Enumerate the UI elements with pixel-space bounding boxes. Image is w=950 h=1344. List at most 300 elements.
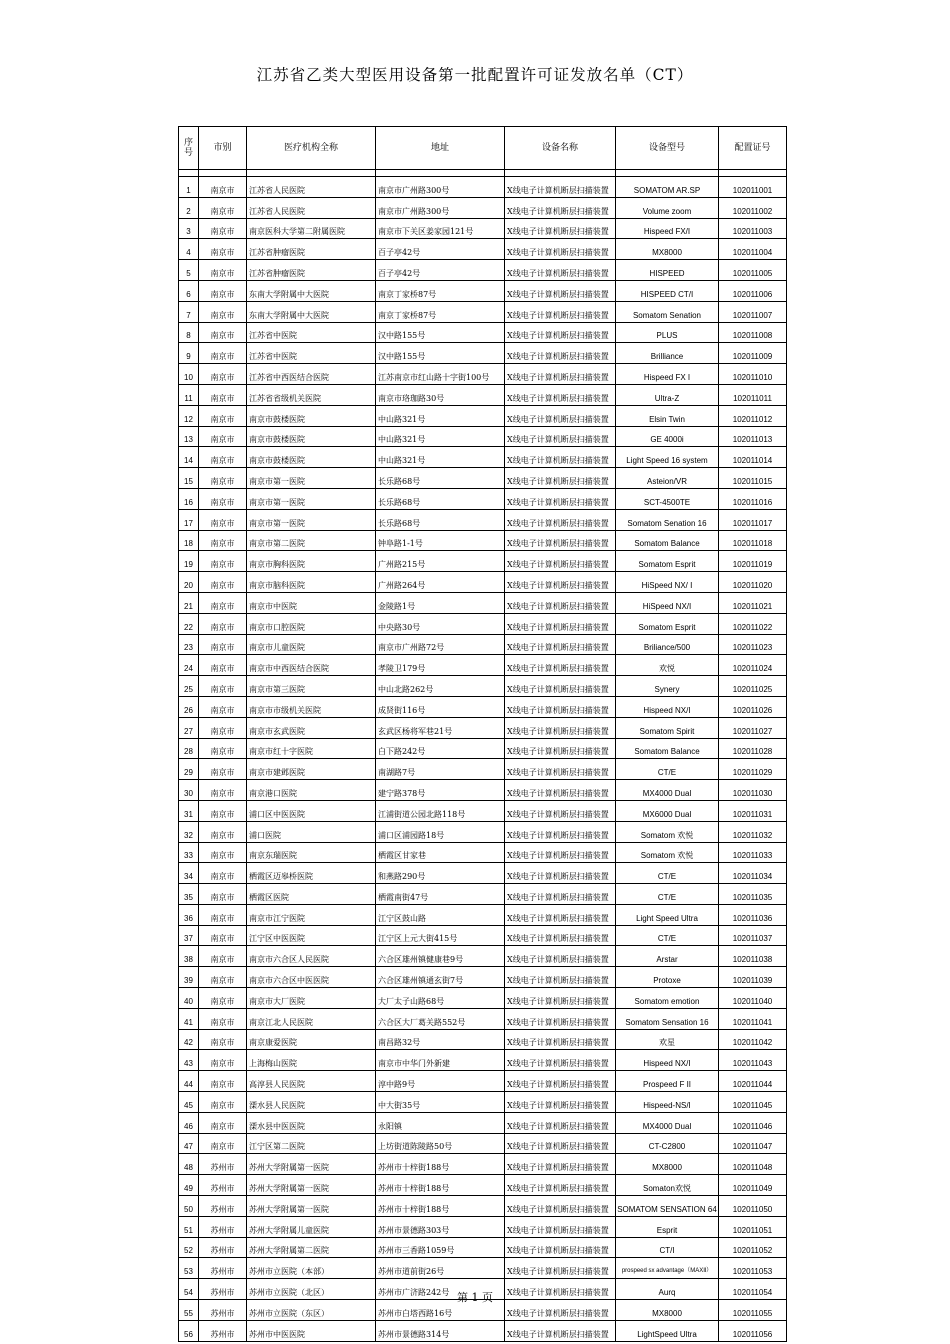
cell-org: 江苏省人民医院 [247, 197, 376, 218]
cell-org: 南京港口医院 [247, 780, 376, 801]
cell-address: 中山路321号 [376, 426, 505, 447]
cell-device: X线电子计算机断层扫描装置 [505, 1258, 616, 1279]
cell-cert: 102011044 [719, 1071, 787, 1092]
cell-device: X线电子计算机断层扫描装置 [505, 1320, 616, 1341]
cell-no: 44 [179, 1071, 199, 1092]
cell-device: X线电子计算机断层扫描装置 [505, 426, 616, 447]
cell-cert: 102011045 [719, 1092, 787, 1113]
cell-device: X线电子计算机断层扫描装置 [505, 863, 616, 884]
cell-city: 南京市 [199, 800, 247, 821]
cell-address: 广州路215号 [376, 551, 505, 572]
cell-city: 南京市 [199, 1050, 247, 1071]
cell-device: X线电子计算机断层扫描装置 [505, 364, 616, 385]
cell-cert: 102011021 [719, 592, 787, 613]
cell-device: X线电子计算机断层扫描装置 [505, 904, 616, 925]
cell-cert: 102011050 [719, 1196, 787, 1217]
cell-device: X线电子计算机断层扫描装置 [505, 988, 616, 1009]
cell-org: 苏州市立医院（本部） [247, 1258, 376, 1279]
cell-device: X线电子计算机断层扫描装置 [505, 613, 616, 634]
cell-device: X线电子计算机断层扫描装置 [505, 655, 616, 676]
cell-org: 苏州大学附属儿童医院 [247, 1216, 376, 1237]
table-row [179, 1112, 787, 1133]
cell-address: 六合区雄州镇健康巷9号 [376, 946, 505, 967]
cell-no: 42 [179, 1029, 199, 1050]
cell-org: 南京市中医院 [247, 592, 376, 613]
cell-address: 成贤街116号 [376, 696, 505, 717]
cell-device: X线电子计算机断层扫描装置 [505, 967, 616, 988]
cell-model: Aurq [616, 1279, 719, 1300]
cell-org: 南京市六合区中医医院 [247, 967, 376, 988]
cell-cert: 102011042 [719, 1029, 787, 1050]
table-row [179, 842, 787, 863]
cell-cert: 102011024 [719, 655, 787, 676]
cell-org: 苏州大学附属第一医院 [247, 1154, 376, 1175]
table-row [179, 655, 787, 676]
cell-model: Protoxe [616, 967, 719, 988]
cell-model: Hispeed-NS/I [616, 1092, 719, 1113]
cell-org: 苏州大学附属第一医院 [247, 1196, 376, 1217]
page-title: 江苏省乙类大型医用设备第一批配置许可证发放名单（CT） [256, 66, 694, 84]
cell-model: SOMATOM AR.SP [616, 177, 719, 198]
cell-org: 南京医科大学第二附属医院 [247, 218, 376, 239]
cell-org: 溧水县人民医院 [247, 1092, 376, 1113]
cell-address: 汉中路155号 [376, 343, 505, 364]
cell-cert: 102011048 [719, 1154, 787, 1175]
cell-no: 27 [179, 717, 199, 738]
cell-no: 17 [179, 509, 199, 530]
cell-no: 1 [179, 177, 199, 198]
cell-cert: 102011010 [719, 364, 787, 385]
cell-address: 钟阜路1-1号 [376, 530, 505, 551]
cell-cert: 102011033 [719, 842, 787, 863]
cell-city: 南京市 [199, 322, 247, 343]
cell-city: 南京市 [199, 821, 247, 842]
cell-device: X线电子计算机断层扫描装置 [505, 1029, 616, 1050]
cell-city: 南京市 [199, 239, 247, 260]
cell-city: 南京市 [199, 177, 247, 198]
table-row [179, 509, 787, 530]
cell-no: 16 [179, 488, 199, 509]
cell-cert: 102011046 [719, 1112, 787, 1133]
cell-no: 52 [179, 1237, 199, 1258]
cell-model: Somatom emotion [616, 988, 719, 1009]
cell-org: 江苏省肿瘤医院 [247, 239, 376, 260]
cell-org: 南京市市级机关医院 [247, 696, 376, 717]
cell-org: 江苏省人民医院 [247, 177, 376, 198]
cell-city: 南京市 [199, 509, 247, 530]
cell-cert: 102011023 [719, 634, 787, 655]
cell-org: 南京市红十字医院 [247, 738, 376, 759]
header-no [179, 127, 199, 170]
cell-address: 苏州市十梓街188号 [376, 1154, 505, 1175]
cell-city: 南京市 [199, 780, 247, 801]
cell-device: X线电子计算机断层扫描装置 [505, 1092, 616, 1113]
table-row [179, 530, 787, 551]
cell-device: X线电子计算机断层扫描装置 [505, 280, 616, 301]
cell-address: 苏州市道前街26号 [376, 1258, 505, 1279]
cell-address: 江浦街道公园北路118号 [376, 800, 505, 821]
table-row [179, 1092, 787, 1113]
cell-no: 19 [179, 551, 199, 572]
cell-city: 南京市 [199, 260, 247, 281]
cell-org: 高淳县人民医院 [247, 1071, 376, 1092]
table-row [179, 863, 787, 884]
cell-device: X线电子计算机断层扫描装置 [505, 946, 616, 967]
cell-model: Somatom Senation 16 [616, 509, 719, 530]
cell-city: 南京市 [199, 218, 247, 239]
cell-no: 51 [179, 1216, 199, 1237]
cell-no: 34 [179, 863, 199, 884]
cell-cert: 102011038 [719, 946, 787, 967]
cell-org: 苏州大学附属第一医院 [247, 1175, 376, 1196]
cell-org: 苏州市中医医院 [247, 1320, 376, 1341]
cell-model: PLUS [616, 322, 719, 343]
cell-device: X线电子计算机断层扫描装置 [505, 1071, 616, 1092]
cell-org: 苏州市立医院（北区） [247, 1279, 376, 1300]
table-header-row [179, 127, 787, 170]
cell-org: 南京市第一医院 [247, 468, 376, 489]
cell-model: CT/E [616, 759, 719, 780]
cell-org: 南京市六合区人民医院 [247, 946, 376, 967]
cell-device: X线电子计算机断层扫描装置 [505, 447, 616, 468]
header-cert: 配置证号 [719, 127, 787, 170]
cell-model: Somatom 欢悦 [616, 821, 719, 842]
cell-city: 南京市 [199, 967, 247, 988]
cell-city: 南京市 [199, 1112, 247, 1133]
cell-address: 中央路30号 [376, 613, 505, 634]
cell-org: 栖霞区迈皋桥医院 [247, 863, 376, 884]
cell-city: 南京市 [199, 1133, 247, 1154]
table-row [179, 1050, 787, 1071]
table-row [179, 301, 787, 322]
cell-device: X线电子计算机断层扫描装置 [505, 1112, 616, 1133]
cell-cert: 102011037 [719, 925, 787, 946]
cell-city: 南京市 [199, 696, 247, 717]
cell-model: 欢悦 [616, 655, 719, 676]
table-row [179, 1175, 787, 1196]
header-model: 设备型号 [616, 127, 719, 170]
cell-cert: 102011018 [719, 530, 787, 551]
table-row [179, 592, 787, 613]
table-row [179, 364, 787, 385]
table-row [179, 738, 787, 759]
cell-model: HISPEED [616, 260, 719, 281]
cell-model: Esprit [616, 1216, 719, 1237]
cell-model: MX8000 [616, 1300, 719, 1321]
cell-model: Brilliance [616, 343, 719, 364]
cell-city: 南京市 [199, 468, 247, 489]
header-no-label: 序号 [183, 137, 193, 158]
table-row [179, 1029, 787, 1050]
cell-cert: 102011052 [719, 1237, 787, 1258]
cell-org: 江宁区第二医院 [247, 1133, 376, 1154]
table-row [179, 800, 787, 821]
cell-address: 中大街35号 [376, 1092, 505, 1113]
cell-org: 浦口区中医医院 [247, 800, 376, 821]
table-row [179, 447, 787, 468]
cell-org: 南京市建邺医院 [247, 759, 376, 780]
cell-no: 40 [179, 988, 199, 1009]
cell-model: HISPEED CT/I [616, 280, 719, 301]
cell-cert: 102011036 [719, 904, 787, 925]
cell-model: GE 4000i [616, 426, 719, 447]
table-row [179, 343, 787, 364]
table-row [179, 676, 787, 697]
cell-cert: 102011007 [719, 301, 787, 322]
cell-device: X线电子计算机断层扫描装置 [505, 177, 616, 198]
table-row [179, 696, 787, 717]
cell-device: X线电子计算机断层扫描装置 [505, 572, 616, 593]
cell-city: 苏州市 [199, 1154, 247, 1175]
cell-cert: 102011047 [719, 1133, 787, 1154]
cell-address: 百子亭42号 [376, 260, 505, 281]
cell-no: 7 [179, 301, 199, 322]
cell-model: LightSpeed Ultra [616, 1320, 719, 1341]
cell-address: 大厂太子山路68号 [376, 988, 505, 1009]
table-row [179, 1320, 787, 1341]
cell-cert: 102011043 [719, 1050, 787, 1071]
cell-no: 15 [179, 468, 199, 489]
cell-cert: 102011006 [719, 280, 787, 301]
cell-no: 10 [179, 364, 199, 385]
cell-model: CT-C2800 [616, 1133, 719, 1154]
cell-city: 南京市 [199, 738, 247, 759]
table-row [179, 1216, 787, 1237]
cell-cert: 102011040 [719, 988, 787, 1009]
cell-org: 栖霞区医院 [247, 884, 376, 905]
cell-address: 中山北路262号 [376, 676, 505, 697]
table-row [179, 260, 787, 281]
cell-org: 南京市儿童医院 [247, 634, 376, 655]
cell-cert: 102011012 [719, 405, 787, 426]
cell-city: 南京市 [199, 863, 247, 884]
cell-address: 苏州市广济路242号 [376, 1279, 505, 1300]
cell-org: 苏州市立医院（东区） [247, 1300, 376, 1321]
cell-no: 29 [179, 759, 199, 780]
cell-no: 20 [179, 572, 199, 593]
cell-device: X线电子计算机断层扫描装置 [505, 842, 616, 863]
cell-org: 江苏省肿瘤医院 [247, 260, 376, 281]
cell-device: X线电子计算机断层扫描装置 [505, 780, 616, 801]
table-row [179, 218, 787, 239]
cell-model: Elsin Twin [616, 405, 719, 426]
cell-org: 上海梅山医院 [247, 1050, 376, 1071]
cell-address: 苏州市十梓街188号 [376, 1196, 505, 1217]
cell-no: 45 [179, 1092, 199, 1113]
cell-device: X线电子计算机断层扫描装置 [505, 551, 616, 572]
cell-address: 中山路321号 [376, 405, 505, 426]
cell-address: 建宁路378号 [376, 780, 505, 801]
cell-cert: 102011019 [719, 551, 787, 572]
header-address: 地址 [376, 127, 505, 170]
table-row [179, 634, 787, 655]
cell-org: 南京市大厂医院 [247, 988, 376, 1009]
cell-no: 30 [179, 780, 199, 801]
cell-city: 南京市 [199, 676, 247, 697]
cell-no: 12 [179, 405, 199, 426]
cell-model: Ultra-Z [616, 384, 719, 405]
cell-city: 苏州市 [199, 1175, 247, 1196]
cell-address: 南京市广州路300号 [376, 197, 505, 218]
cell-org: 苏州大学附属第二医院 [247, 1237, 376, 1258]
cell-model: CT/E [616, 884, 719, 905]
cell-model: Somatom Balance [616, 738, 719, 759]
cell-city: 苏州市 [199, 1279, 247, 1300]
cell-address: 栖霞南街47号 [376, 884, 505, 905]
cell-device: X线电子计算机断层扫描装置 [505, 1196, 616, 1217]
cell-model: Somatom Senation [616, 301, 719, 322]
cell-cert: 102011011 [719, 384, 787, 405]
cell-device: X线电子计算机断层扫描装置 [505, 884, 616, 905]
cell-address: 汉中路155号 [376, 322, 505, 343]
cell-cert: 102011028 [719, 738, 787, 759]
table-row [179, 988, 787, 1009]
cell-org: 南京市江宁医院 [247, 904, 376, 925]
table-row [179, 384, 787, 405]
cell-city: 南京市 [199, 551, 247, 572]
cell-cert: 102011008 [719, 322, 787, 343]
cell-cert: 102011017 [719, 509, 787, 530]
table-row [179, 468, 787, 489]
cell-org: 江宁区中医医院 [247, 925, 376, 946]
cell-city: 苏州市 [199, 1320, 247, 1341]
cell-model: HiSpeed NX/ I [616, 572, 719, 593]
cell-device: X线电子计算机断层扫描装置 [505, 1279, 616, 1300]
cell-model: Somaton欢悦 [616, 1175, 719, 1196]
cell-city: 南京市 [199, 842, 247, 863]
cell-no: 23 [179, 634, 199, 655]
cell-cert: 102011041 [719, 1008, 787, 1029]
cell-no: 38 [179, 946, 199, 967]
table-row [179, 780, 787, 801]
table-row [179, 1237, 787, 1258]
cell-model: Light Speed 16 system [616, 447, 719, 468]
cell-address: 玄武区杨将军巷21号 [376, 717, 505, 738]
cell-no: 31 [179, 800, 199, 821]
cell-no: 8 [179, 322, 199, 343]
cell-device: X线电子计算机断层扫描装置 [505, 239, 616, 260]
cell-address: 中山路321号 [376, 447, 505, 468]
cell-no: 39 [179, 967, 199, 988]
cell-city: 苏州市 [199, 1237, 247, 1258]
cell-no: 11 [179, 384, 199, 405]
cell-device: X线电子计算机断层扫描装置 [505, 821, 616, 842]
cell-address: 淳中路9号 [376, 1071, 505, 1092]
table-row [179, 405, 787, 426]
cell-device: X线电子计算机断层扫描装置 [505, 634, 616, 655]
cell-address: 苏州市十梓街188号 [376, 1175, 505, 1196]
table-row [179, 1258, 787, 1279]
cell-address: 苏州市景德路303号 [376, 1216, 505, 1237]
cell-no: 33 [179, 842, 199, 863]
cell-address: 南湖路7号 [376, 759, 505, 780]
page-number: 第 1 页 [457, 1291, 493, 1304]
cell-city: 南京市 [199, 634, 247, 655]
cell-no: 49 [179, 1175, 199, 1196]
cell-city: 南京市 [199, 613, 247, 634]
cell-no: 54 [179, 1279, 199, 1300]
cell-city: 南京市 [199, 572, 247, 593]
cell-org: 溧水县中医医院 [247, 1112, 376, 1133]
cell-model: Hispeed FX I [616, 364, 719, 385]
cell-cert: 102011002 [719, 197, 787, 218]
cell-model: SOMATOM SENSATION 64 [616, 1196, 719, 1217]
cell-device: X线电子计算机断层扫描装置 [505, 322, 616, 343]
table-row [179, 717, 787, 738]
cell-address: 苏州市三香路1059号 [376, 1237, 505, 1258]
table-row [179, 821, 787, 842]
cell-no: 32 [179, 821, 199, 842]
cell-model: MX6000 Dual [616, 800, 719, 821]
cell-address: 六合区雄州镇通玄街7号 [376, 967, 505, 988]
cell-city: 南京市 [199, 447, 247, 468]
table-row [179, 1154, 787, 1175]
cell-address: 江宁区上元大街415号 [376, 925, 505, 946]
cell-no: 21 [179, 592, 199, 613]
cell-cert: 102011051 [719, 1216, 787, 1237]
cell-no: 48 [179, 1154, 199, 1175]
cell-address: 广州路264号 [376, 572, 505, 593]
cell-device: X线电子计算机断层扫描装置 [505, 717, 616, 738]
cell-cert: 102011029 [719, 759, 787, 780]
cell-city: 南京市 [199, 592, 247, 613]
cell-cert: 102011020 [719, 572, 787, 593]
cell-city: 南京市 [199, 405, 247, 426]
cell-device: X线电子计算机断层扫描装置 [505, 468, 616, 489]
cell-city: 南京市 [199, 384, 247, 405]
cell-org: 江苏省中西医结合医院 [247, 364, 376, 385]
cell-device: X线电子计算机断层扫描装置 [505, 260, 616, 281]
cell-model: MX4000 Dual [616, 1112, 719, 1133]
cell-city: 南京市 [199, 884, 247, 905]
cell-no: 41 [179, 1008, 199, 1029]
cell-address: 百子亭42号 [376, 239, 505, 260]
cell-city: 南京市 [199, 1071, 247, 1092]
cell-city: 南京市 [199, 1029, 247, 1050]
cell-city: 南京市 [199, 1092, 247, 1113]
header-gap-row [179, 170, 787, 177]
cell-no: 28 [179, 738, 199, 759]
cell-org: 南京市口腔医院 [247, 613, 376, 634]
cell-cert: 102011026 [719, 696, 787, 717]
cell-cert: 102011035 [719, 884, 787, 905]
cell-no: 5 [179, 260, 199, 281]
cell-address: 南京丁家桥87号 [376, 301, 505, 322]
table-row [179, 1133, 787, 1154]
cell-no: 25 [179, 676, 199, 697]
cell-address: 江宁区鼓山路 [376, 904, 505, 925]
cell-address: 白下路242号 [376, 738, 505, 759]
cell-org: 浦口医院 [247, 821, 376, 842]
cell-address: 南京市广州路300号 [376, 177, 505, 198]
table-row [179, 1196, 787, 1217]
cell-no: 46 [179, 1112, 199, 1133]
cell-no: 26 [179, 696, 199, 717]
table-row [179, 946, 787, 967]
cell-device: X线电子计算机断层扫描装置 [505, 696, 616, 717]
cell-model: 欢星 [616, 1029, 719, 1050]
cell-model: Synery [616, 676, 719, 697]
cell-city: 南京市 [199, 759, 247, 780]
cell-address: 长乐路68号 [376, 488, 505, 509]
cell-city: 苏州市 [199, 1300, 247, 1321]
cell-device: X线电子计算机断层扫描装置 [505, 197, 616, 218]
cell-address: 金陵路1号 [376, 592, 505, 613]
table-row [179, 925, 787, 946]
cell-cert: 102011001 [719, 177, 787, 198]
cell-device: X线电子计算机断层扫描装置 [505, 384, 616, 405]
header-device: 设备名称 [505, 127, 616, 170]
